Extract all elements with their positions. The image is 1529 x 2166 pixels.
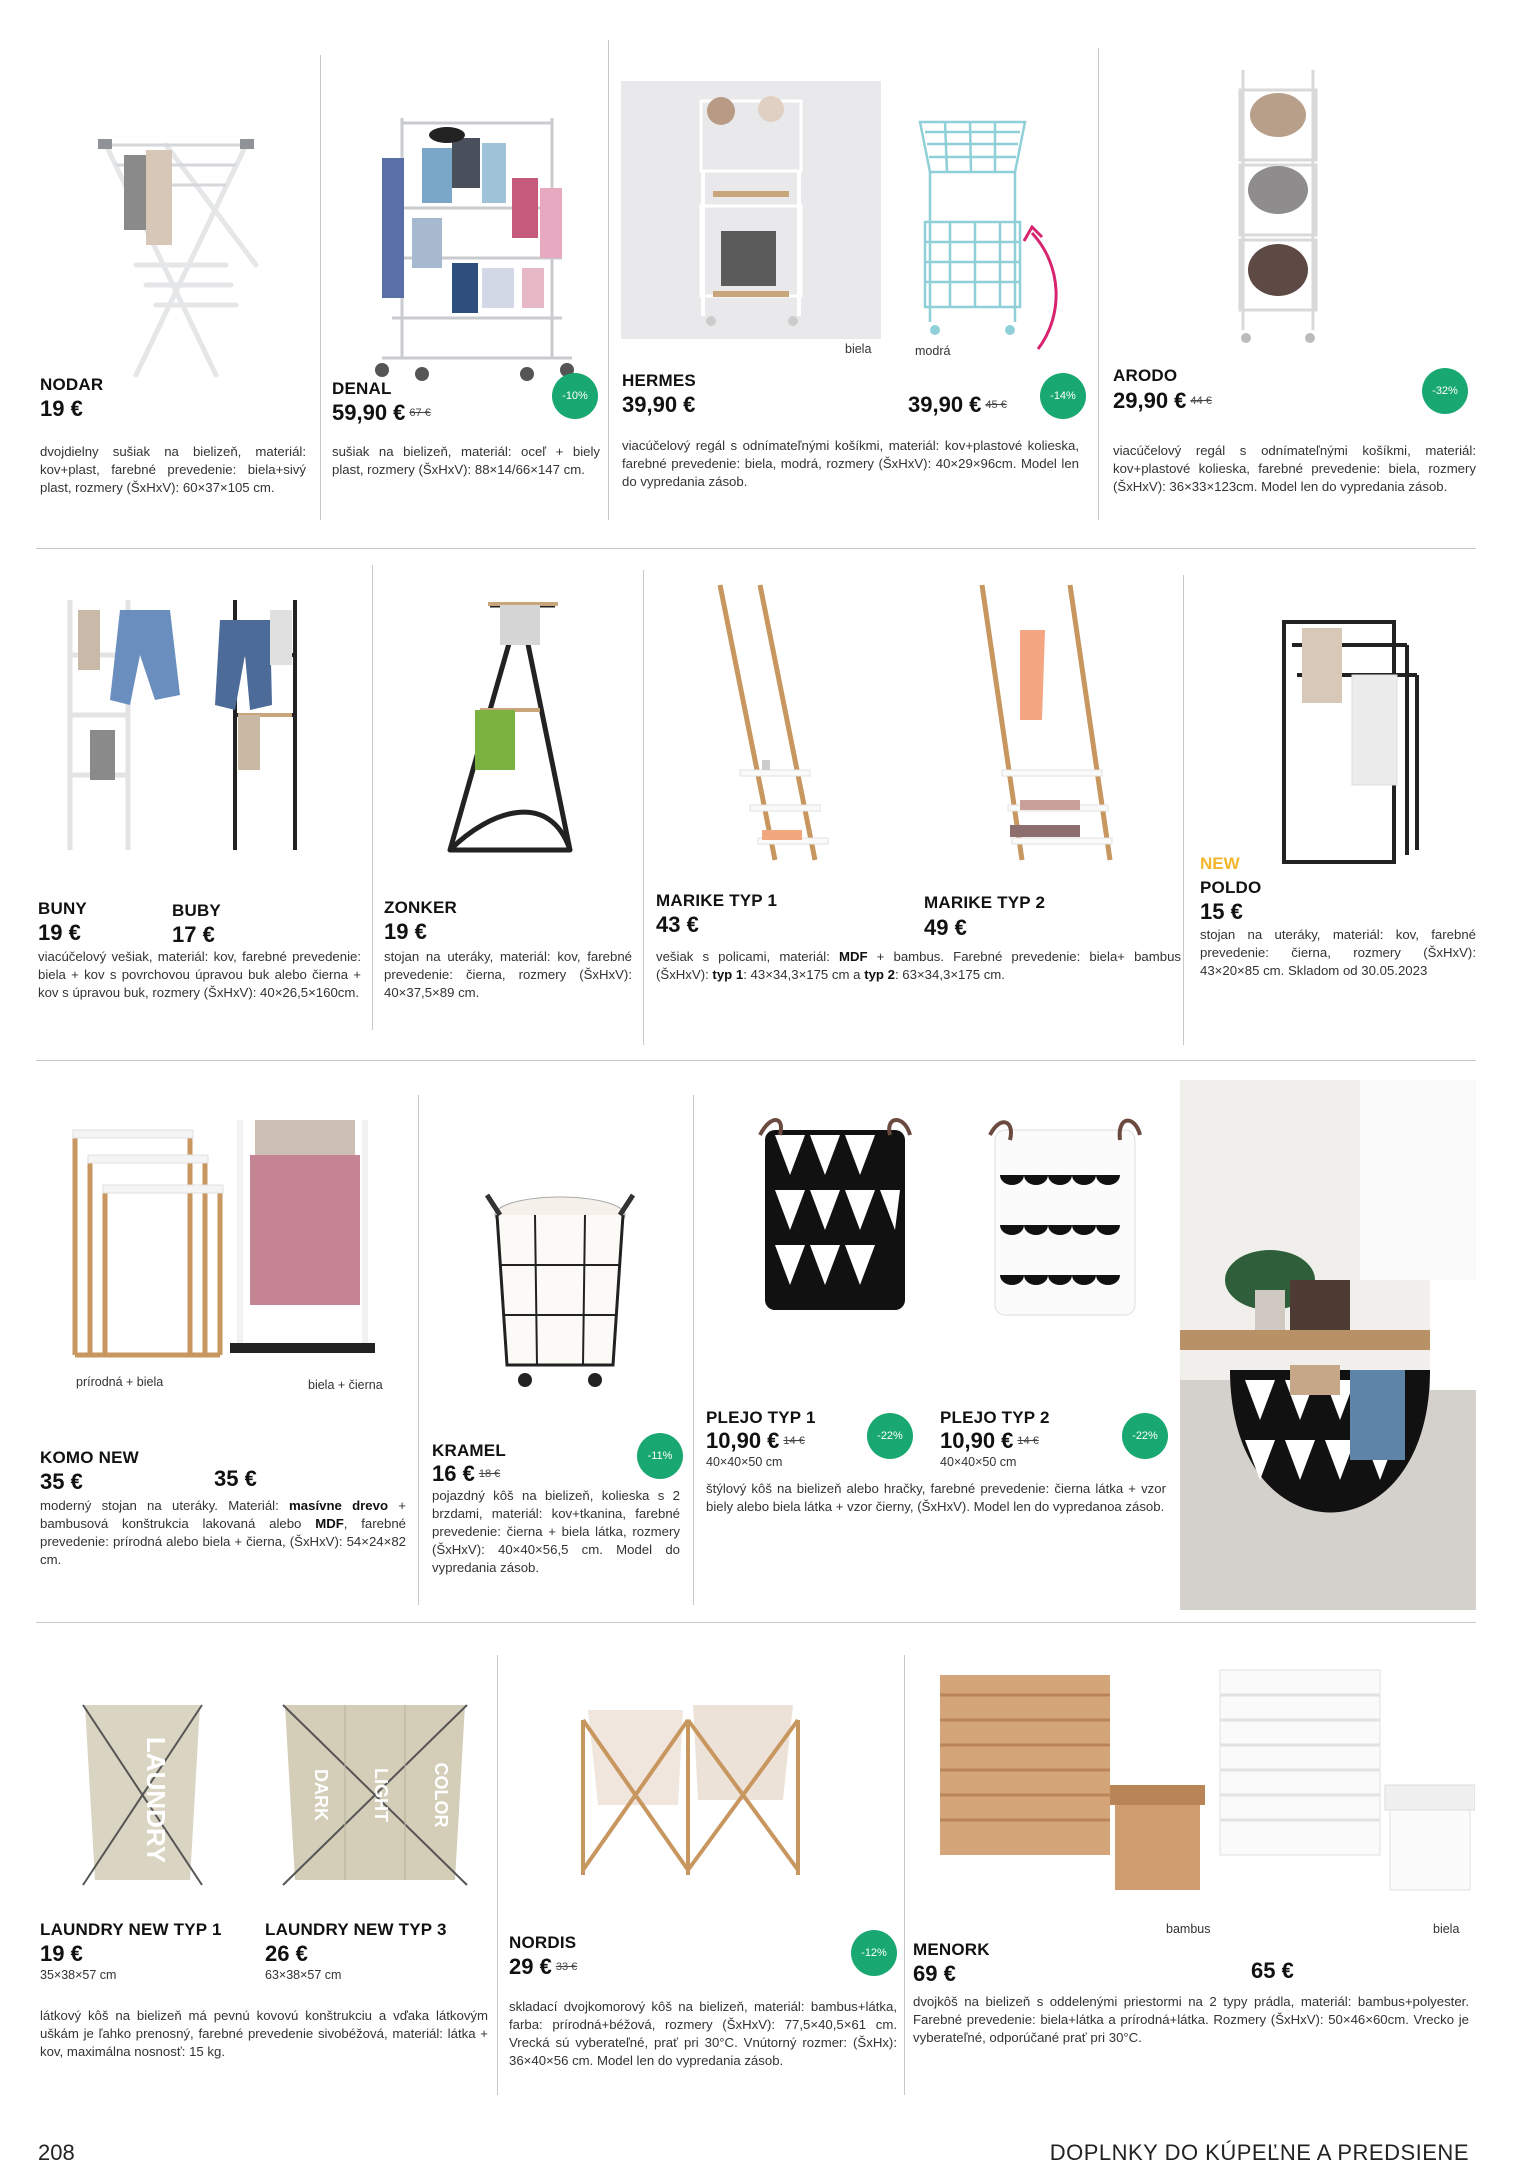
- product-description: štýlový kôš na bielizeň alebo hračky, farebné prevedenie: čierna látka + vzor biely alebo biela látka + vzor čierny, (ŠxHxV). Model len do vypredanoa zásob.: [706, 1481, 1166, 1514]
- product-description: stojan na uteráky, materiál: kov, farebné prevedenie: čierna, rozmery (ŠxHxV): 43×20×85 cm. Skladom od 30.05.2023: [1200, 927, 1476, 978]
- product-price: 10,90 € 14 €: [940, 1428, 1039, 1453]
- discount-badge: -32%: [1422, 368, 1468, 414]
- laundry-print: DARK: [311, 1769, 331, 1821]
- product-name: HERMES: [622, 371, 696, 390]
- product-name: DENAL: [332, 379, 392, 398]
- product-name: MENORK: [913, 1940, 990, 1959]
- old-price: 14 €: [783, 1435, 805, 1447]
- product-description: viacúčelový vešiak, materiál: kov, farebné prevedenie: biela + kov s povrchovou úpravou buk alebo čierna + kov s úpravou buk, rozmery (ŠxHxV): 40×26,5×160cm.: [38, 949, 361, 1000]
- product-name: MARIKE TYP 2: [924, 893, 1046, 912]
- product-price: 26 €: [265, 1941, 308, 1966]
- laundry-photo: [75, 1695, 475, 1890]
- laundry-print: LAUNDRY: [141, 1736, 171, 1864]
- row-divider-2: [36, 1060, 1476, 1061]
- product-name: ARODO: [1113, 366, 1178, 385]
- discount-badge: -12%: [851, 1930, 897, 1976]
- row-divider-1: [36, 548, 1476, 549]
- denal-photo: [372, 108, 582, 388]
- product-price: 35 €: [40, 1469, 83, 1494]
- product-name: KRAMEL: [432, 1441, 506, 1460]
- poldo-photo: [1282, 620, 1422, 865]
- page-number: 208: [38, 2140, 75, 2165]
- product-name: NODAR: [40, 375, 104, 394]
- product-name: PLEJO TYP 1: [706, 1408, 816, 1427]
- product-price: 49 €: [924, 915, 967, 940]
- col-divider: [608, 40, 609, 520]
- product-price: 17 €: [172, 922, 215, 947]
- old-price: 14 €: [1017, 1435, 1039, 1447]
- old-price: 67 €: [409, 407, 431, 419]
- col-divider: [643, 570, 644, 1045]
- product-price: 15 €: [1200, 899, 1243, 924]
- product-description: vešiak s policami, materiál: MDF + bambus. Farebné prevedenie: biela+ bambus (ŠxHxV): typ 1: 43×34,3×175 cm a typ 2: 63×34,3×175 cm.: [656, 949, 1181, 982]
- variant-label: biela: [845, 342, 872, 356]
- section-title: DOPLNKY DO KÚPEĽNE A PREDSIENE: [1049, 2140, 1469, 2165]
- product-size: 40×40×50 cm: [706, 1455, 783, 1469]
- product-price: 29,90 € 44 €: [1113, 388, 1212, 413]
- product-size: 63×38×57 cm: [265, 1968, 342, 1982]
- product-size: 40×40×50 cm: [940, 1455, 1017, 1469]
- product-name: BUBY: [172, 901, 221, 920]
- komo-photo: [65, 1115, 395, 1370]
- variant-label: bambus: [1166, 1922, 1211, 1936]
- product-price: 65 €: [1251, 1958, 1294, 1983]
- lifestyle-photo: [1180, 1080, 1476, 1610]
- discount-badge: -22%: [1122, 1413, 1168, 1459]
- old-price: 18 €: [478, 1468, 501, 1480]
- product-price: 16 € 18 €: [432, 1461, 501, 1486]
- nodar-photo: [96, 115, 266, 385]
- nordis-photo: [578, 1690, 808, 1880]
- product-description: moderný stojan na uteráky. Materiál: masívne drevo + bambusová konštrukcia lakovaná alebo MDF, farebné prevedenie: prírodná alebo biela + čierna, (ŠxHxV): 54×24×82 cm.: [40, 1498, 407, 1567]
- product-name: NORDIS: [509, 1933, 577, 1952]
- laundry-print: LIGHT: [371, 1768, 391, 1822]
- pointer-arrow-icon: [1020, 225, 1070, 355]
- discount-badge: -11%: [637, 1433, 683, 1479]
- product-size: 35×38×57 cm: [40, 1968, 117, 1982]
- product-description: dvojdielny sušiak na bielizeň, materiál: kov+plast, farebné prevedenie: biela+sivý plast, rozmery (ŠxHxV): 60×37×105 cm.: [40, 444, 306, 495]
- product-price: 43 €: [656, 912, 699, 937]
- product-price: 59,90 € 67 €: [332, 400, 431, 425]
- product-price: 19 €: [384, 919, 427, 944]
- col-divider: [1183, 575, 1184, 1045]
- product-description: stojan na uteráky, materiál: kov, farebné prevedenie: čierna, rozmery (ŠxHxV): 40×37,5×89 cm.: [384, 949, 632, 1000]
- kramel-photo: [475, 1185, 645, 1395]
- product-price: 19 €: [40, 396, 83, 421]
- discount-badge: -22%: [867, 1413, 913, 1459]
- product-name: POLDO: [1200, 878, 1262, 897]
- laundry-print: COLOR: [431, 1762, 451, 1828]
- zonker-photo: [430, 600, 580, 870]
- product-name: MARIKE TYP 1: [656, 891, 778, 910]
- product-name: BUNY: [38, 899, 87, 918]
- product-price: 19 €: [38, 920, 81, 945]
- old-price: 44 €: [1190, 395, 1212, 407]
- col-divider: [320, 55, 321, 520]
- col-divider: [904, 1655, 905, 2095]
- product-name: ZONKER: [384, 898, 457, 917]
- new-tag: NEW: [1200, 854, 1240, 873]
- variant-label: biela: [1433, 1922, 1460, 1936]
- discount-badge: -10%: [552, 373, 598, 419]
- product-description: skladací dvojkomorový kôš na bielizeň, materiál: bambus+látka, farba: prírodná+béžová, rozmery (ŠxHxV): 77,5×40,5×61 cm. Vrecká sú vyberateľné, prať pri 30°C. Vnútorný rozmer: (ŠxHx): 36×40×56 cm. Model len do vypredania zásob.: [509, 1999, 897, 2068]
- product-description: pojazdný kôš na bielizeň, kolieska s 2 brzdami, materiál: kov+tkanina, farebné prevedenie: čierna + biela látka, rozmery (ŠxHxV): 40×40×56,5 cm. Model do vypredania zásob.: [432, 1488, 680, 1575]
- product-price: 29 € 33 €: [509, 1954, 578, 1979]
- product-description: viacúčelový regál s odnímateľnými košíkmi, materiál: kov+plastové kolieska, farebné prevedenie: biela, rozmery (ŠxHxV): 36×33×123cm. Model len do vypredania zásob.: [1113, 443, 1476, 494]
- old-price: 45 €: [985, 399, 1007, 411]
- buny-buby-photo: [60, 595, 330, 855]
- discount-badge: -14%: [1040, 373, 1086, 419]
- product-description: látkový kôš na bielizeň má pevnú kovovú konštrukciu a vďaka látkovým uškám je ľahko prenosný, farebné prevedenie sivobéžová, materiál: látka + kov, maximálna nosnosť: 15 kg.: [40, 2008, 488, 2059]
- product-price: 39,90 € 45 €: [908, 392, 1007, 417]
- product-price: 19 €: [40, 1941, 83, 1966]
- col-divider: [497, 1655, 498, 2095]
- product-name: KOMO NEW: [40, 1448, 139, 1467]
- variant-label: biela + čierna: [308, 1378, 383, 1392]
- marike-photo: [700, 580, 1120, 870]
- variant-label: modrá: [915, 344, 951, 358]
- old-price: 33 €: [555, 1961, 578, 1973]
- product-price: 35 €: [214, 1466, 257, 1491]
- product-price: 69 €: [913, 1961, 956, 1986]
- plejo-photo: [755, 1115, 1155, 1325]
- col-divider: [418, 1095, 419, 1605]
- arodo-photo: [1228, 60, 1328, 350]
- row-divider-3: [36, 1622, 1476, 1623]
- col-divider: [693, 1095, 694, 1605]
- product-price: 39,90 €: [622, 392, 696, 417]
- product-description: dvojkôš na bielizeň s oddelenými priestormi na 2 typy prádla, materiál: bambus+polyester. Farebné prevedenie: biela+látka a prírodná+látka. Rozmery (ŠxHxV): 50×46×60cm. Vrecko je vyberateľné, odporúčané prať pri 30°C.: [913, 1994, 1469, 2045]
- product-name: PLEJO TYP 2: [940, 1408, 1050, 1427]
- variant-label: prírodná + biela: [76, 1375, 164, 1389]
- hermes-photo-white: [621, 81, 881, 339]
- col-divider: [1098, 48, 1099, 520]
- product-price: 10,90 € 14 €: [706, 1428, 805, 1453]
- product-description: viacúčelový regál s odnímateľnými košíkmi, materiál: kov+plastové kolieska, farebné prevedenie: biela, modrá, rozmery (ŠxHxV): 40×29×96cm. Model len do vypredania zásob.: [622, 438, 1079, 489]
- product-description: sušiak na bielizeň, materiál: oceľ + biely plast, rozmery (ŠxHxV): 88×14/66×147 cm.: [332, 444, 600, 477]
- col-divider: [372, 565, 373, 1030]
- menork-photo: [930, 1665, 1475, 1915]
- product-name: LAUNDRY NEW TYP 1: [40, 1920, 222, 1939]
- product-name: LAUNDRY NEW TYP 3: [265, 1920, 447, 1939]
